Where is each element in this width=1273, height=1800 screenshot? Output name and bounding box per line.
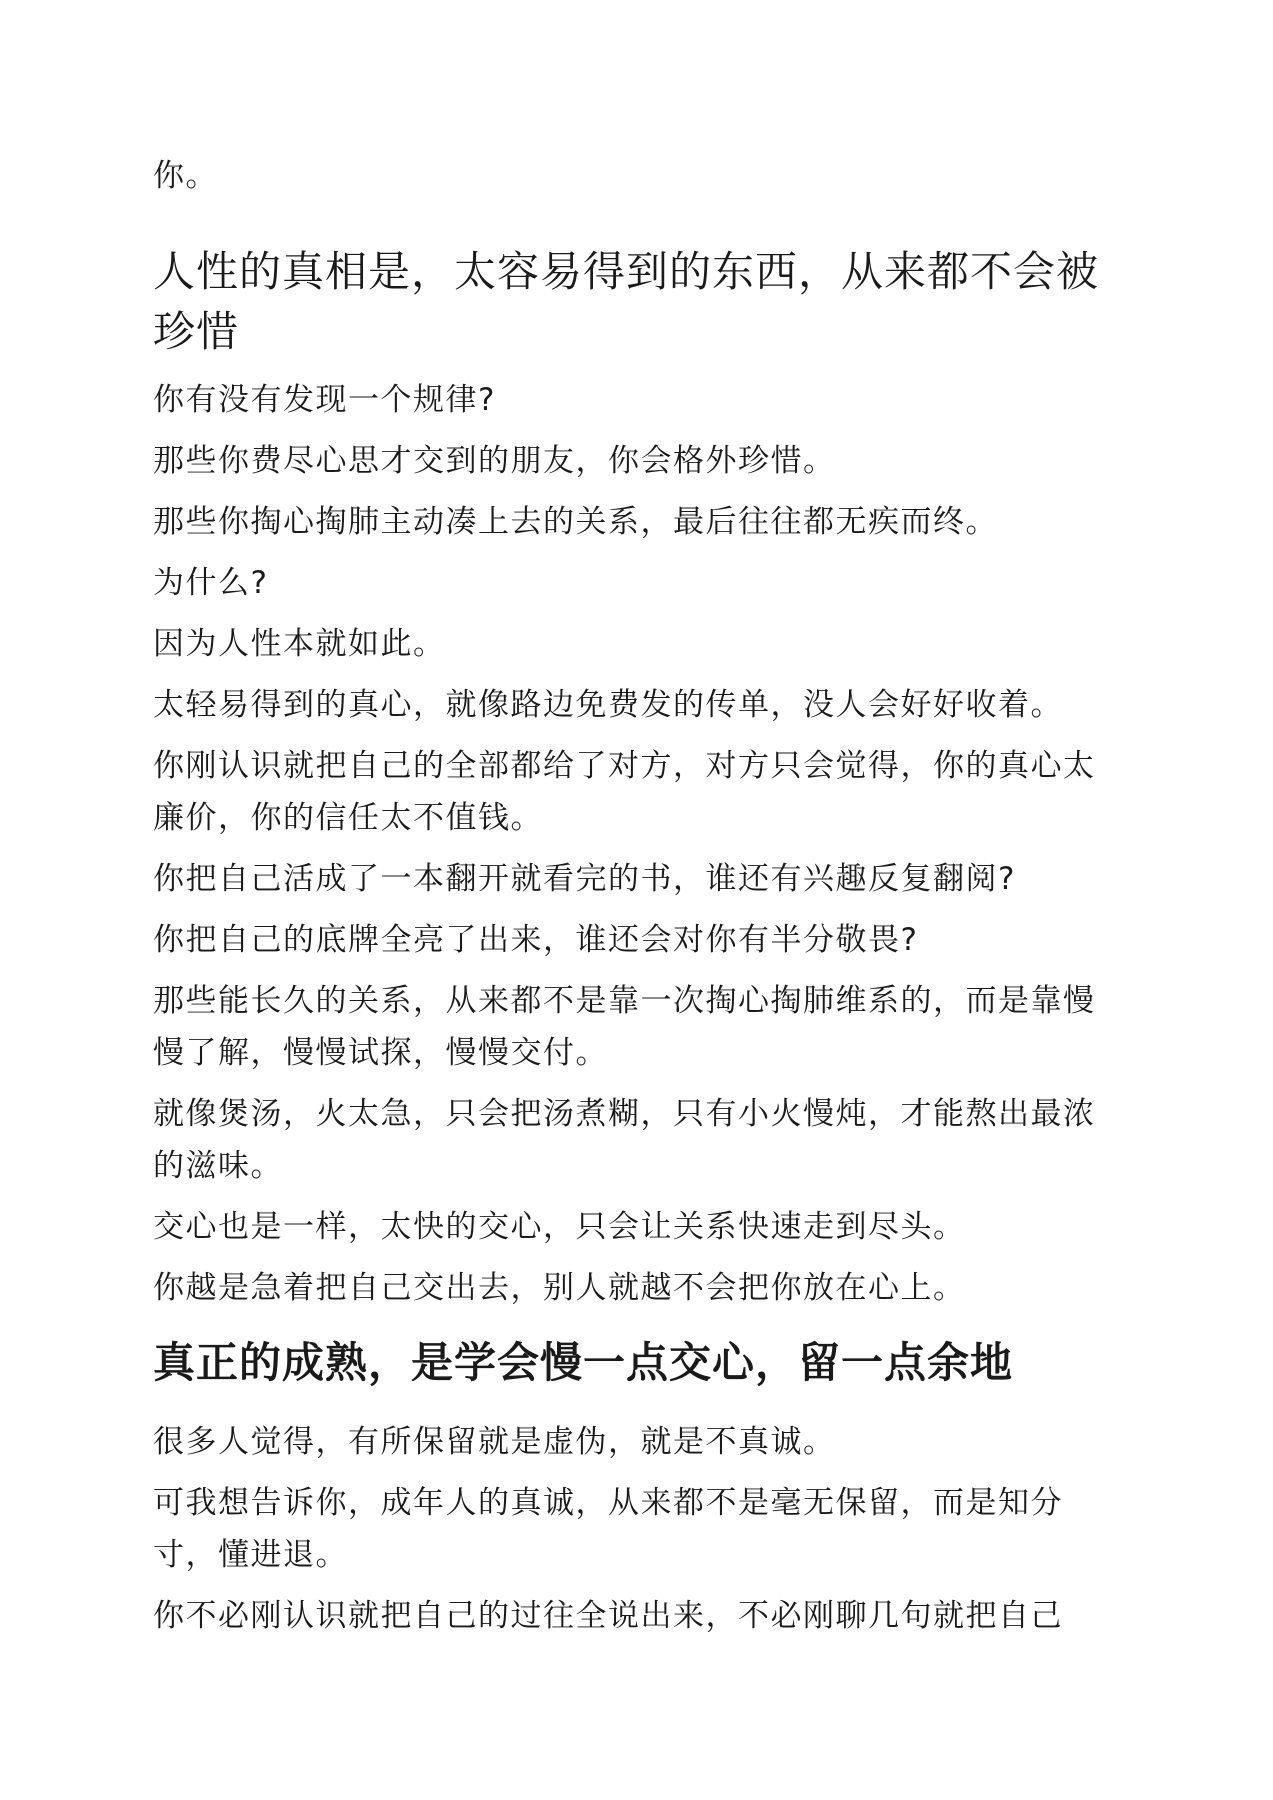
paragraph: 为什么? xyxy=(153,565,269,601)
paragraph: 交心也是一样，太快的交心，只会让关系快速走到尽头。 xyxy=(153,1209,966,1245)
paragraph: 可我想告诉你，成年人的真诚，从来都不是毫无保留，而是知分寸，懂进退。 xyxy=(153,1485,1063,1573)
paragraph: 那些你费尽心思才交到的朋友，你会格外珍惜。 xyxy=(153,443,836,479)
continuation-paragraph: 你。 xyxy=(153,158,218,194)
paragraph: 很多人觉得，有所保留就是虚伪，就是不真诚。 xyxy=(153,1424,836,1460)
section-heading-maturity: 真正的成熟，是学会慢一点交心，留一点余地 xyxy=(153,1338,1014,1387)
paragraph: 你把自己活成了一本翻开就看完的书，谁还有兴趣反复翻阅? xyxy=(153,861,1016,897)
paragraph: 那些你掏心掏肺主动凑上去的关系，最后往往都无疾而终。 xyxy=(153,504,998,540)
paragraph: 你不必刚认识就把自己的过往全说出来，不必刚聊几句就把自己 xyxy=(153,1598,1063,1634)
section-heading-truth: 人性的真相是，太容易得到的东西，从来都不会被珍惜 xyxy=(153,247,1100,356)
paragraph: 太轻易得到的真心，就像路边免费发的传单，没人会好好收着。 xyxy=(153,687,1063,723)
paragraph: 因为人性本就如此。 xyxy=(153,626,446,662)
paragraph: 就像煲汤，火太急，只会把汤煮糊，只有小火慢炖，才能熬出最浓的滋味。 xyxy=(153,1096,1096,1184)
paragraph: 你有没有发现一个规律? xyxy=(153,382,496,418)
paragraph: 你刚认识就把自己的全部都给了对方，对方只会觉得，你的真心太廉价，你的信任太不值钱。 xyxy=(153,748,1096,836)
paragraph: 那些能长久的关系，从来都不是靠一次掏心掏肺维系的，而是靠慢慢了解，慢慢试探，慢慢交付。 xyxy=(153,983,1096,1071)
paragraph: 你越是急着把自己交出去，别人就越不会把你放在心上。 xyxy=(153,1270,966,1306)
paragraph: 你把自己的底牌全亮了出来，谁还会对你有半分敬畏? xyxy=(153,922,919,958)
article-body xyxy=(153,150,1113,1651)
